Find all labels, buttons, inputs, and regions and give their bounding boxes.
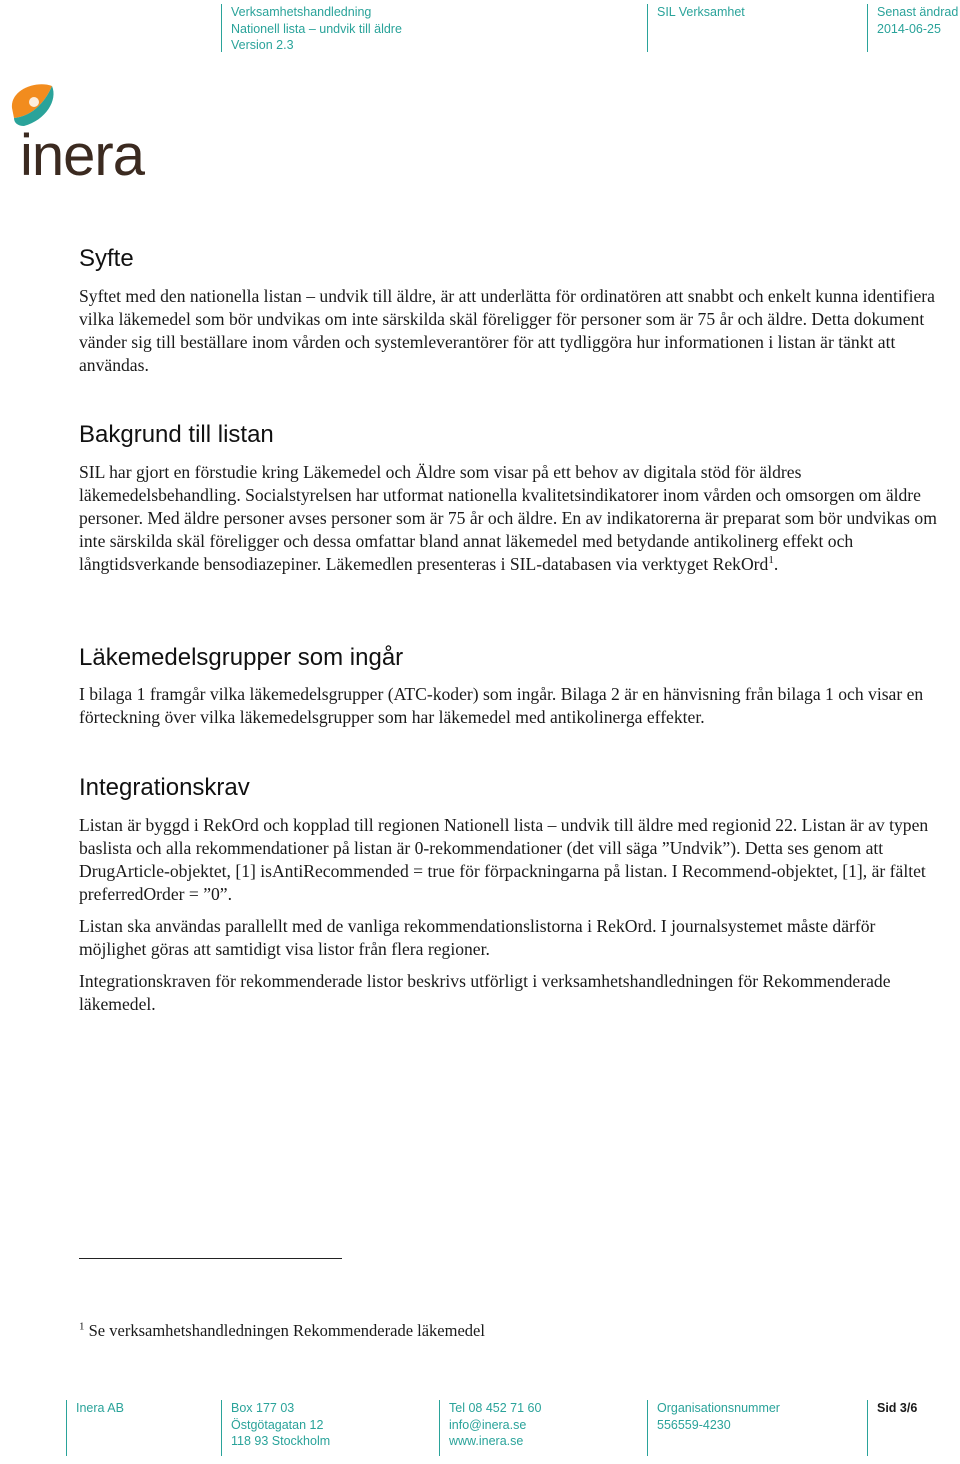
header-modified bbox=[867, 4, 960, 52]
heading-syfte: Syfte bbox=[79, 245, 134, 272]
footnote-text: Se verksamhetshandledningen Rekommenderade läkemedel bbox=[88, 1321, 485, 1340]
header-document-info bbox=[221, 4, 641, 52]
footer-company bbox=[66, 1400, 216, 1456]
header-doc-title: Nationell lista – undvik till äldre bbox=[231, 21, 402, 36]
heading-integrationskrav: Integrationskrav bbox=[79, 774, 250, 801]
inera-logo bbox=[6, 82, 166, 182]
paragraph-syfte: Syftet med den nationella listan – undvik till äldre, är att underlätta för ordinatören att snabbt och enkelt kunna identifiera vilka läkemedel som bör undvikas om inte särskilda skäl föreligger för personer som är 75 år och äldre. Detta dokument vänder sig till beställare inom vården och systemleverantörer för att tydliggöra hur informationen i listan är tänkt att användas. bbox=[79, 286, 935, 375]
inera-logo-text: inera bbox=[20, 123, 144, 182]
footnote bbox=[79, 1320, 485, 1342]
footnote-divider bbox=[79, 1258, 342, 1259]
footer-address-box: Box 177 03 bbox=[231, 1401, 295, 1415]
footer-contact bbox=[439, 1400, 644, 1456]
footer-email-link[interactable]: info@inera.se bbox=[449, 1417, 527, 1432]
footer-website-link[interactable]: www.inera.se bbox=[449, 1434, 524, 1448]
footnote-reference[interactable]: 1 bbox=[768, 554, 774, 567]
footer-org-number-value: 556559-4230 bbox=[657, 1417, 731, 1432]
paragraph-integrationskrav-1: Listan är byggd i RekOrd och kopplad till regionen Nationell lista – undvik till äldre med regionid 22. Listan är av typen baslista och alla rekommendationer på listan är 0-rekommendationer (det vill säga ”Undvik”). Detta ses genom att DrugArticle-objektet, [1] isAntiRecommended = true för förpackningarna på listan. I Recommend-objektet, [1], är fältet preferredOrder = ”0”. bbox=[79, 815, 929, 904]
footer-org-number-label: Organisationsnummer bbox=[657, 1401, 780, 1415]
paragraph-lakemedelsgrupper: I bilaga 1 framgår vilka läkemedelsgrupper (ATC-koder) som ingår. Bilaga 2 är en hänvisning från bilaga 1 och visar en förteckning över vilka läkemedelsgrupper som har läkemedel med antikolinerga effekter. bbox=[79, 684, 924, 727]
footer-address bbox=[221, 1400, 436, 1456]
heading-bakgrund: Bakgrund till listan bbox=[79, 421, 274, 448]
footer-page-number: Sid 3/6 bbox=[867, 1400, 960, 1456]
paragraph-integrationskrav-2: Listan ska användas parallellt med de vanliga rekommendationslistorna i RekOrd. I journalsystemet måste därför möjlighet göras att samtidigt visa listor från flera regioner. bbox=[79, 916, 876, 959]
footer-company-name: Inera AB bbox=[76, 1401, 124, 1415]
header-doc-version: Version 2.3 bbox=[231, 38, 294, 52]
header-department bbox=[647, 4, 862, 52]
header-department-name: SIL Verksamhet bbox=[657, 5, 745, 19]
paragraph-bakgrund: SIL har gjort en förstudie kring Läkemedel och Äldre som visar på ett behov av digitala stöd för äldres läkemedelsbehandling. Socialstyrelsen har utformat nationella kvalitetsindikatorer inom vården och omsorgen om äldre personer. Med äldre personer avses personer som är 75 år och äldre. En av indikatorerna är preparat som bör undvikas om inte särskilda skäl föreligger och dessa omfattar bland annat läkemedel med betydande antikolinerg effekt och långtidsverkande bensodiazepiner. Läkemedlen presenteras i SIL-databasen via verktyget RekOrd$^1$. bbox=[79, 462, 937, 574]
footer-phone: Tel 08 452 71 60 bbox=[449, 1401, 542, 1415]
header-modified-label: Senast ändrad bbox=[877, 5, 959, 19]
header-doc-type: Verksamhetshandledning bbox=[231, 5, 372, 19]
footer-address-street: Östgötagatan 12 bbox=[231, 1417, 324, 1432]
footer-address-city: 118 93 Stockholm bbox=[231, 1434, 331, 1448]
footnote-number: 1 bbox=[79, 1320, 85, 1333]
heading-lakemedelsgrupper: Läkemedelsgrupper som ingår bbox=[79, 644, 404, 671]
footer-org-number bbox=[647, 1400, 862, 1456]
paragraph-integrationskrav-3: Integrationskraven för rekommenderade listor beskrivs utförligt i verksamhetshandledningen för Rekommenderade läkemedel. bbox=[79, 971, 891, 1014]
header-modified-date: 2014-06-25 bbox=[877, 21, 941, 36]
